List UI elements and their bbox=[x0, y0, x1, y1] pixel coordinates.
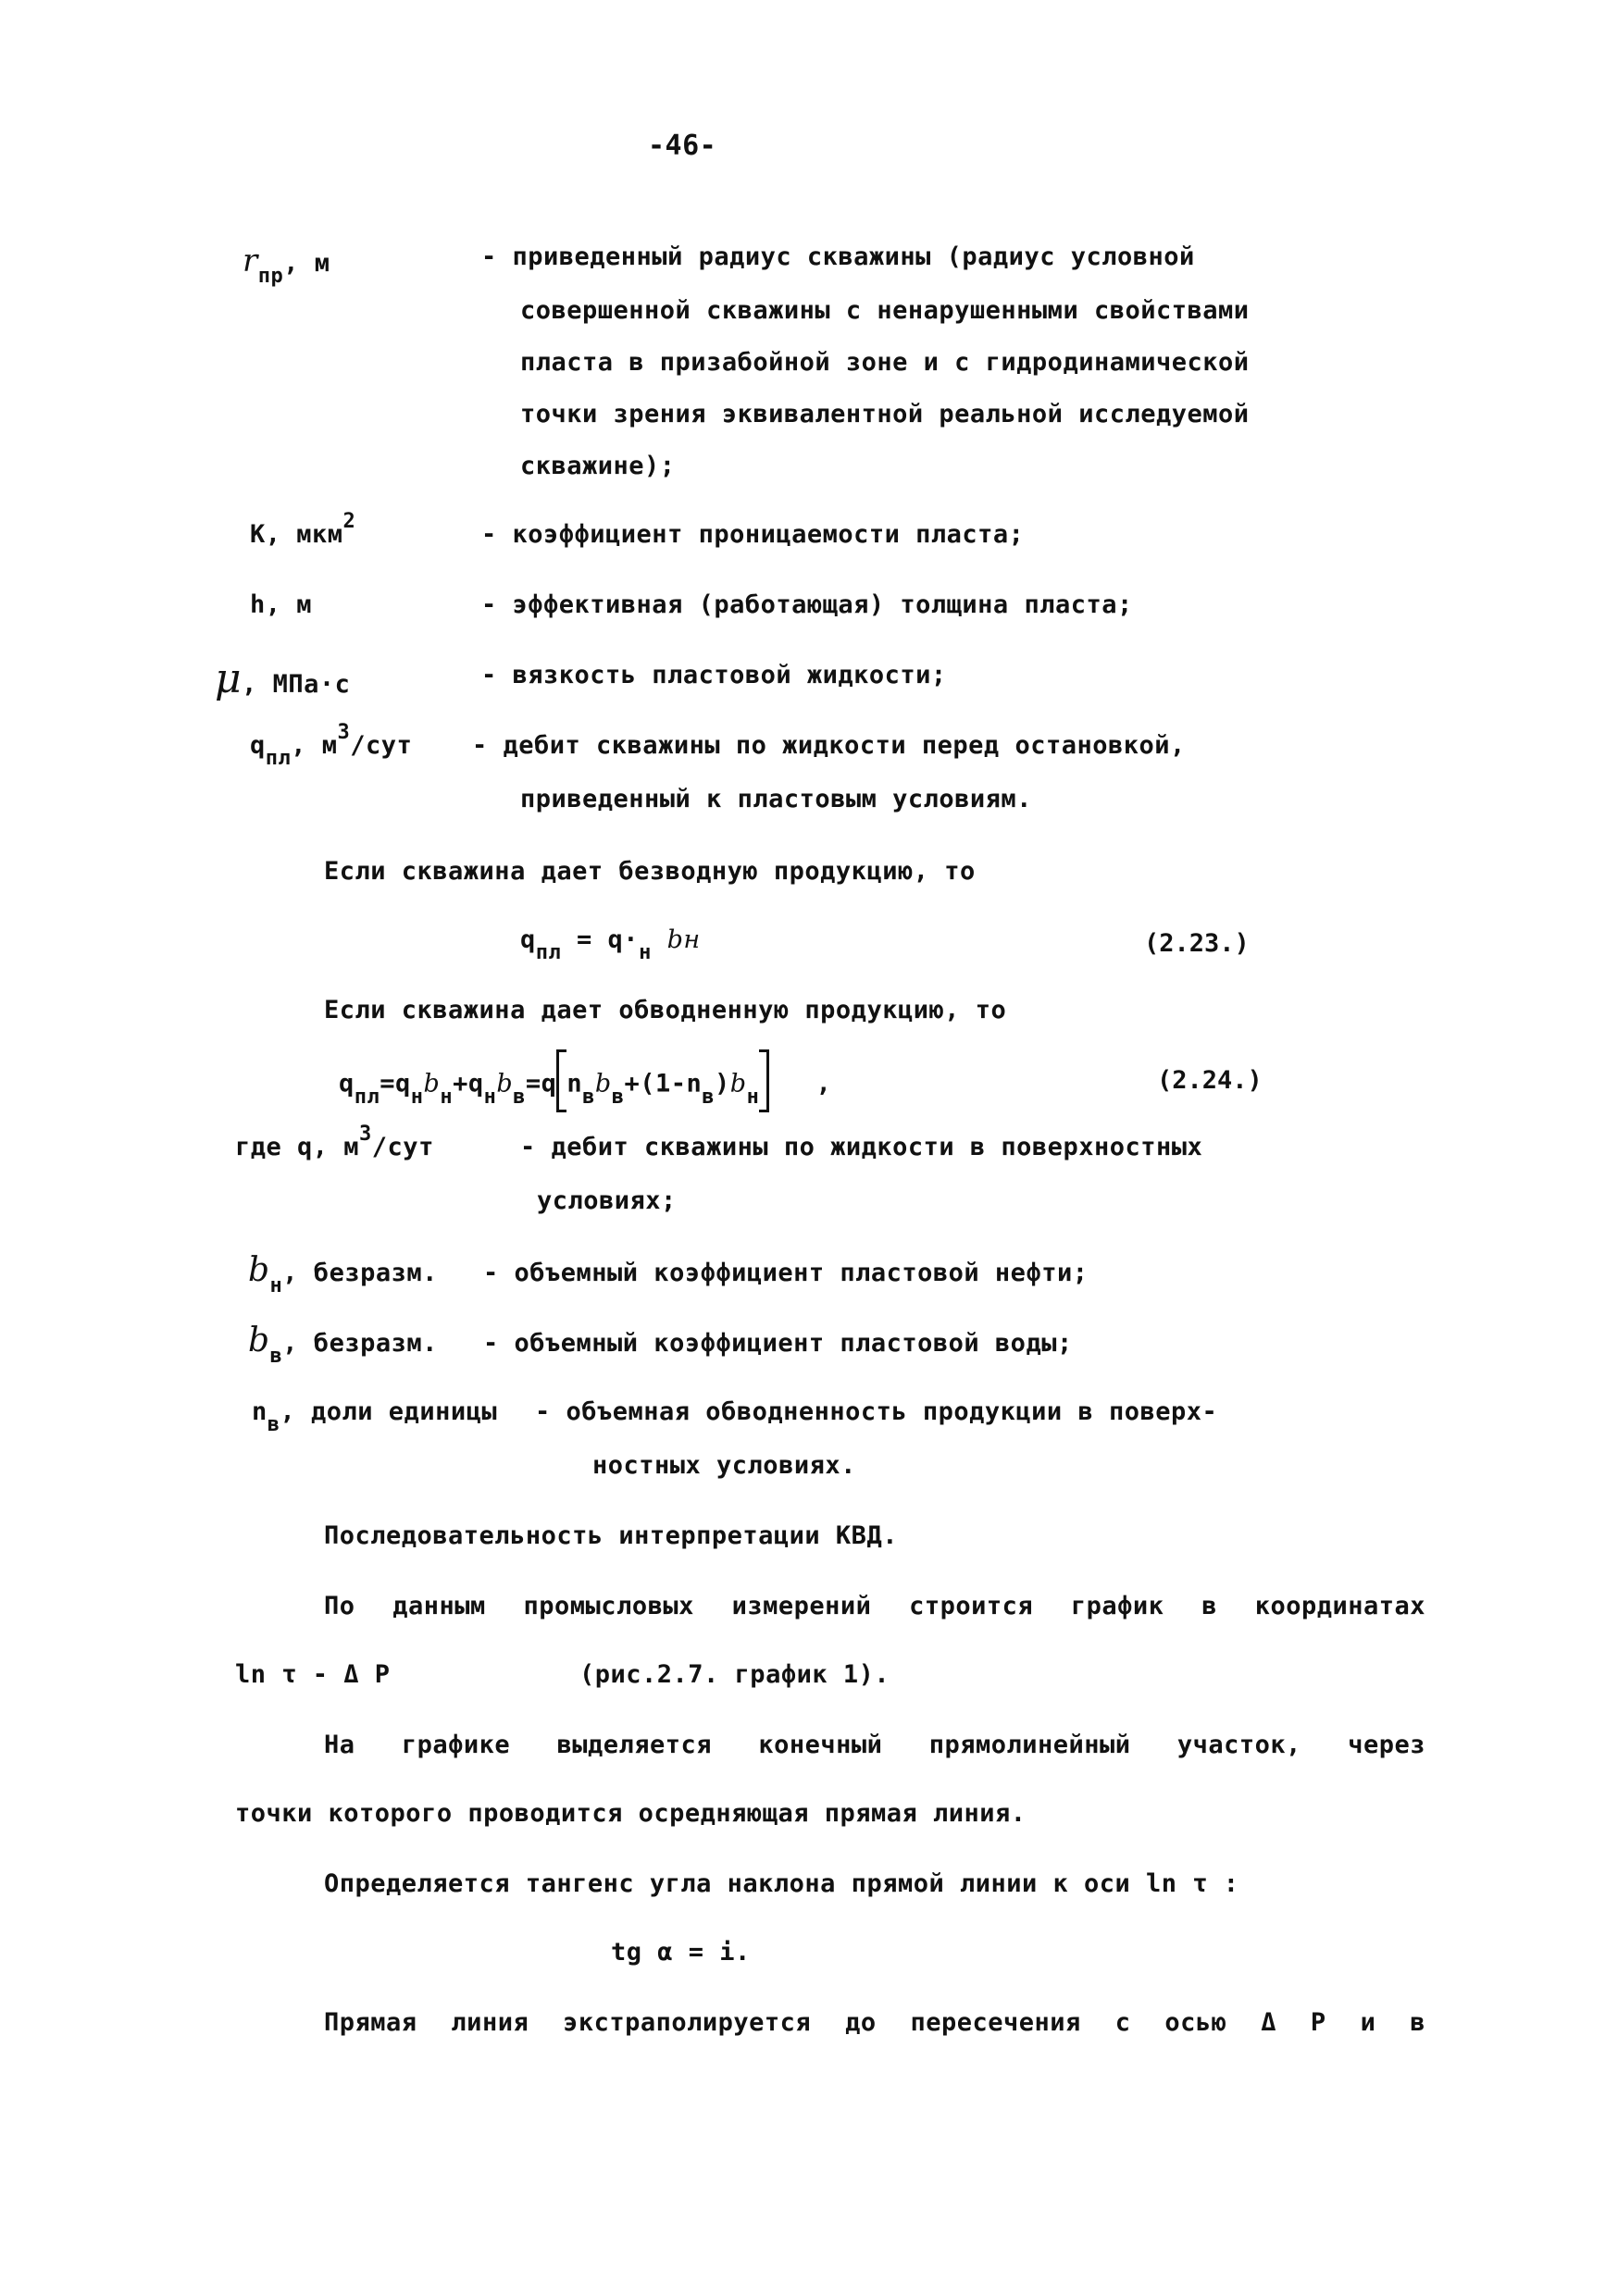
para-2-line-2: точки которого проводится осредняющая прямая линия. bbox=[235, 1799, 1027, 1828]
where-q-label: где q, $м^3$/сут bbox=[235, 1123, 434, 1161]
def-h: - эффективная (работающая) толщина пласта; bbox=[481, 590, 1133, 619]
def-b-n: - объемный коэффициент пластовой нефти; bbox=[483, 1259, 1089, 1287]
symbol-k: К, мкм$^2$ bbox=[250, 510, 356, 549]
sequence-title: Последовательность интерпретации КВД. bbox=[324, 1521, 898, 1550]
def-mu: - вязкость пластовой жидкости; bbox=[481, 661, 947, 689]
symbol-mu: μ, МПа·с bbox=[215, 655, 351, 702]
para-1-figure-ref: (рис.2.7. график 1). bbox=[579, 1660, 890, 1689]
para-1-coordinates: ln τ - Δ P bbox=[235, 1660, 391, 1689]
para-1-line-1: По данным промысловых измерений строится график в координатах bbox=[324, 1592, 1425, 1620]
def-b-v: - объемный коэффициент пластовой воды; bbox=[483, 1329, 1073, 1358]
para-anhydrous: Если скважина дает безводную продукцию, то bbox=[324, 857, 976, 886]
para-2-line-1: На графике выделяется конечный прямолинейный участок, через bbox=[324, 1731, 1425, 1759]
def-r-pr-line-4: точки зрения эквивалентной реальной исследуемой bbox=[520, 400, 1250, 428]
symbol-h: h, м bbox=[250, 590, 313, 619]
def-k: - коэффициент проницаемости пласта; bbox=[481, 520, 1025, 549]
para-4: Прямая линия экстраполируется до пересечения с осью Δ P и в bbox=[324, 2008, 1425, 2037]
equation-number-2-23: (2.23.) bbox=[1144, 929, 1250, 958]
def-n-v-line-1: - объемная обводненность продукции в поверх- bbox=[535, 1397, 1218, 1426]
where-q-line-1: - дебит скважины по жидкости в поверхностных bbox=[520, 1133, 1203, 1161]
def-r-pr-line-3: пласта в призабойной зоне и с гидродинамической bbox=[520, 348, 1250, 377]
symbol-r-pr: $r_{пр}$, м bbox=[243, 242, 330, 288]
equation-2-24: $q_{пл}=q_нb_н+q_нb_в=q$ $n_вb_в+(1-n_в)b_н$ , bbox=[339, 1053, 831, 1116]
def-r-pr-line-5: скважине); bbox=[520, 452, 676, 480]
symbol-b-v: $b_в$, безразм. bbox=[248, 1322, 438, 1368]
para-3: Определяется тангенс угла наклона прямой линии к оси ln τ : bbox=[324, 1869, 1239, 1898]
def-r-pr-line-1: - приведенный радиус скважины (радиус условной bbox=[481, 242, 1195, 271]
symbol-q-pl: $q_{пл}$, $м^3$/сут bbox=[250, 721, 413, 770]
equation-number-2-24: (2.24.) bbox=[1157, 1066, 1263, 1095]
page-number: -46- bbox=[648, 130, 717, 162]
equation-2-23: $q_{пл} = q\cdot_н$ bн bbox=[520, 925, 701, 964]
where-q-line-2: условиях; bbox=[537, 1186, 677, 1215]
equation-tg: tg α = i. bbox=[611, 1938, 751, 1967]
def-r-pr-line-2: совершенной скважины с ненарушенными свойствами bbox=[520, 296, 1250, 325]
symbol-n-v: $n_в$, доли единицы bbox=[252, 1397, 498, 1436]
para-watered: Если скважина дает обводненную продукцию, то bbox=[324, 996, 1007, 1024]
symbol-b-n: $b_н$, безразм. bbox=[248, 1251, 438, 1297]
def-q-pl-line-1: - дебит скважины по жидкости перед остановкой, bbox=[472, 731, 1186, 760]
def-q-pl-line-2: приведенный к пластовым условиям. bbox=[520, 785, 1032, 813]
def-n-v-line-2: ностных условиях. bbox=[592, 1451, 856, 1480]
